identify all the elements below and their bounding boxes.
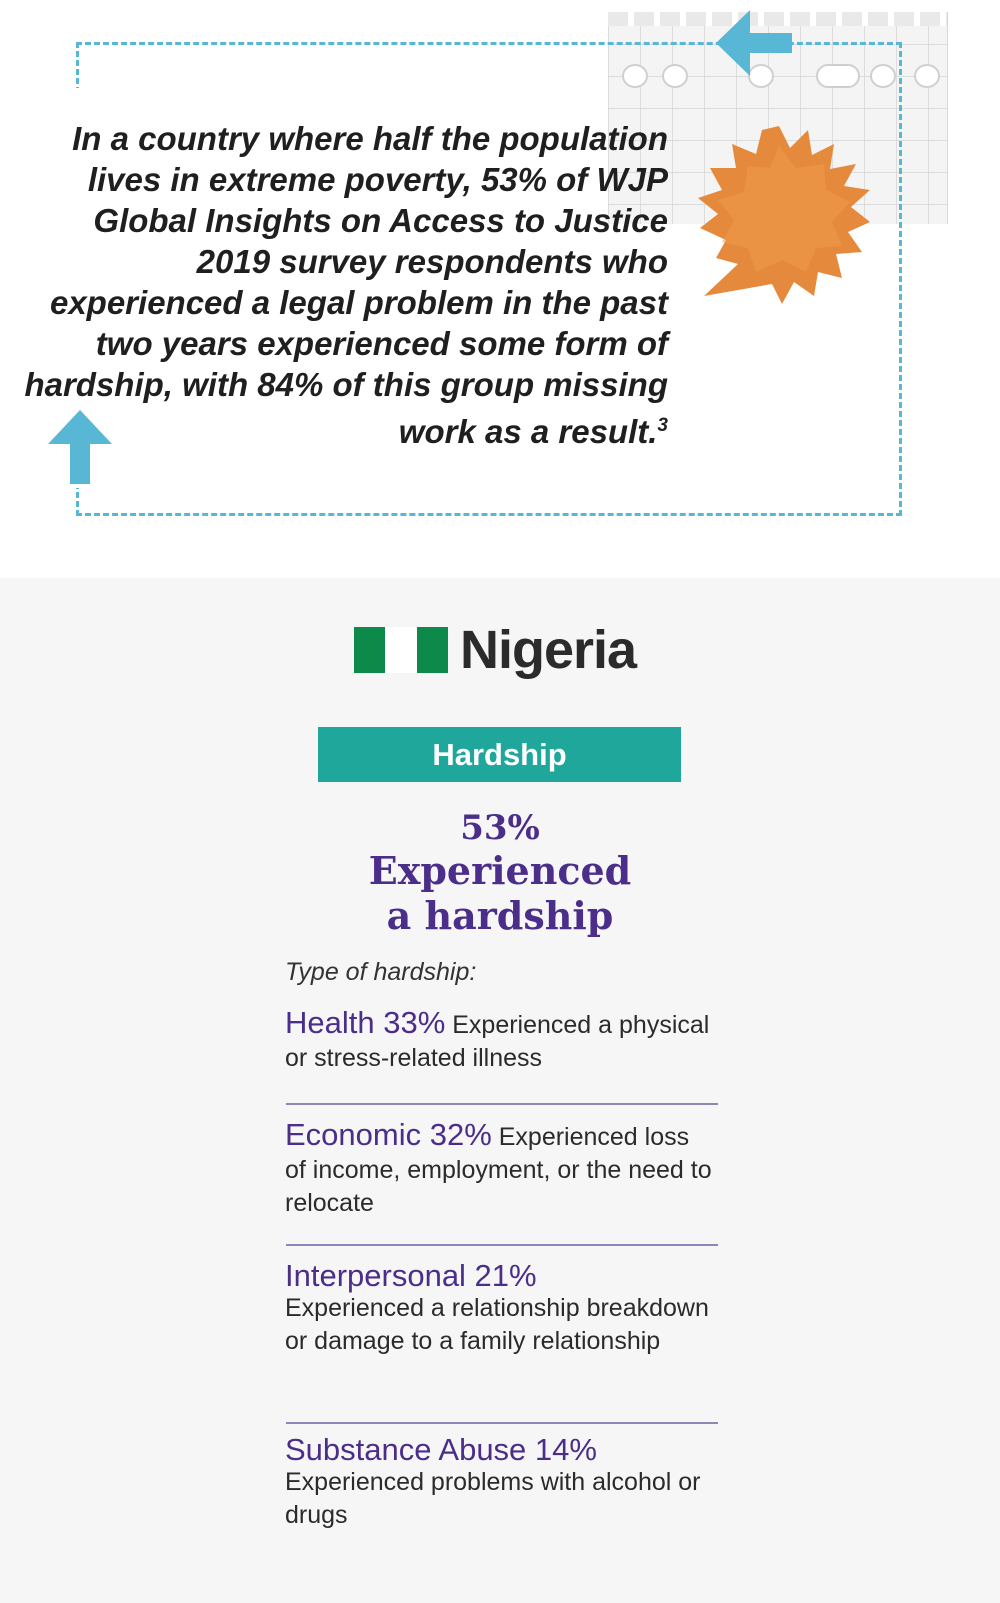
hardship-item-health — [285, 1006, 713, 1075]
flag-stripe-green — [417, 627, 448, 673]
hardship-title: Economic 32% — [285, 1117, 492, 1152]
hardship-description: Experienced loss of income, employment, or the need to relocate — [285, 1123, 712, 1217]
quote-section — [0, 0, 1000, 578]
flag-stripe-green — [354, 627, 385, 673]
hardship-description: Experienced a relationship breakdown or damage to a family relationship — [285, 1294, 709, 1355]
hardship-item-economic — [285, 1118, 713, 1220]
hardship-title: Interpersonal 21% — [285, 1258, 537, 1293]
flag-stripe-white — [385, 627, 417, 673]
hardship-banner: Hardship — [318, 727, 681, 782]
hardship-item-substance-abuse — [285, 1433, 713, 1532]
country-name: Nigeria — [460, 620, 637, 680]
types-label: Type of hardship: — [285, 958, 477, 986]
headline-stat — [300, 808, 700, 938]
quote-body: In a country where half the population lives in extreme poverty, 53% of WJP Global Insights on Access to Justice 2019 survey respondents who experienced a legal problem in the past two years experienced some form of hardship, with 84% of this group missing work as a result. — [24, 120, 668, 450]
divider — [286, 1244, 718, 1246]
nigeria-flag-icon — [354, 627, 448, 673]
hardship-title: Health 33% — [285, 1005, 446, 1040]
country-header — [354, 620, 637, 680]
hardship-title: Substance Abuse 14% — [285, 1432, 597, 1467]
divider — [286, 1422, 718, 1424]
quote-text — [20, 118, 668, 452]
hardship-item-interpersonal — [285, 1259, 713, 1358]
headline-line-2: a hardship — [386, 893, 614, 938]
hardship-description: Experienced a physical or stress-related illness — [285, 1011, 710, 1072]
footnote-marker: 3 — [657, 415, 668, 436]
divider — [286, 1103, 718, 1105]
country-panel — [0, 578, 1000, 1603]
headline-line-1: Experienced — [368, 848, 632, 893]
notepad-hole — [914, 64, 940, 88]
hardship-description: Experienced problems with alcohol or drugs — [285, 1468, 701, 1529]
starburst-speech-bubble-icon — [686, 124, 872, 310]
arrow-left-icon — [716, 10, 792, 76]
headline-percent: 53% — [460, 808, 540, 848]
